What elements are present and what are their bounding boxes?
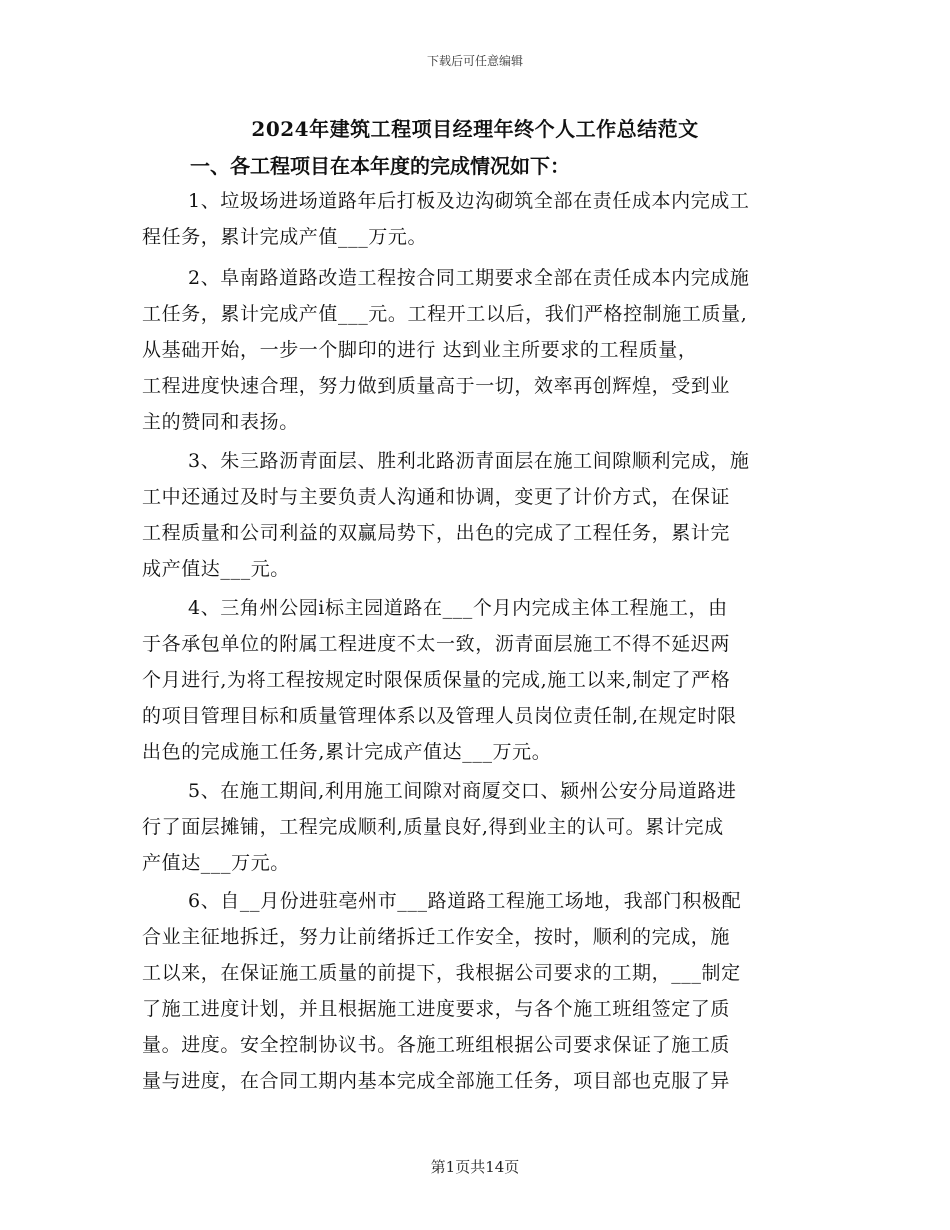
paragraph-line: 行了面层摊铺，工程完成顺利,质量良好,得到业主的认可。累计完成 [142, 816, 724, 838]
paragraph-line: 1、垃圾场进场道路年后打板及边沟砌筑全部在责任成本内完成工 [188, 190, 750, 212]
paragraph-1 [142, 183, 822, 255]
paragraph-line: 主的赞同和表扬。 [142, 411, 299, 433]
paragraph-4 [142, 590, 822, 770]
paragraph-line: 程任务，累计完成产值___万元。 [142, 226, 428, 248]
paragraph-2 [142, 260, 822, 440]
document-title: 2024年建筑工程项目经理年终个人工作总结范文 [251, 117, 699, 141]
paragraph-line: 量与进度，在合同工期内基本完成全部施工任务，项目部也克服了异 [142, 1070, 731, 1092]
paragraph-line: 4、三角州公园ⅰ标主园道路在___个月内完成主体工程施工，由 [188, 597, 728, 619]
paragraph-5 [142, 773, 822, 881]
paragraph-line: 合业主征地拆迁，努力让前绪拆迁工作安全，按时，顺利的完成，施 [142, 926, 731, 948]
paragraph-line: 工中还通过及时与主要负责人沟通和协调，变更了计价方式，在保证 [142, 486, 731, 508]
page-footer: 第1页共14页 [430, 1158, 520, 1176]
paragraph-line: 5、在施工期间,利用施工间隙对商厦交口、颍州公安分局道路进 [188, 780, 737, 802]
paragraph-line: 工任务，累计完成产值___元。工程开工以后，我们严格控制施工质量, [142, 303, 748, 325]
header-note: 下载后可任意编辑 [426, 54, 523, 68]
paragraph-3 [142, 443, 822, 587]
paragraph-line: 从基础开始，一步一个脚印的进行 达到业主所要求的工程质量， [142, 339, 698, 361]
paragraph-line: 工程质量和公司利益的双赢局势下，出色的完成了工程任务，累计完 [142, 522, 731, 544]
paragraph-line: 个月进行,为将工程按规定时限保质保量的完成,施工以来,制定了严格 [142, 669, 731, 691]
paragraph-line: 量。进度。安全控制协议书。各施工班组根据公司要求保证了施工质 [142, 1034, 731, 1056]
paragraph-line: 成产值达___元。 [142, 558, 290, 580]
paragraph-line: 工以来，在保证施工质量的前提下，我根据公司要求的工期，___制定 [142, 962, 741, 984]
paragraph-line: 产值达___万元。 [142, 852, 290, 874]
paragraph-line: 工程进度快速合理，努力做到质量高于一切，效率再创辉煌，受到业 [142, 375, 731, 397]
paragraph-line: 2、阜南路道路改造工程按合同工期要求全部在责任成本内完成施 [188, 267, 750, 289]
section-heading: 一、各工程项目在本年度的完成情况如下： [190, 154, 570, 178]
paragraph-line: 出色的完成施工任务,累计完成产值达___万元。 [142, 741, 552, 763]
paragraph-line: 了施工进度计划，并且根据施工进度要求，与各个施工班组签定了质 [142, 998, 731, 1020]
paragraph-line: 6、自__月份进驻亳州市___路道路工程施工场地，我部门积极配 [188, 890, 742, 912]
paragraph-6 [142, 883, 822, 1099]
paragraph-line: 于各承包单位的附属工程进度不太一致，沥青面层施工不得不延迟两 [142, 633, 731, 655]
paragraph-line: 的项目管理目标和质量管理体系以及管理人员岗位责任制,在规定时限 [142, 705, 737, 727]
paragraph-line: 3、朱三路沥青面层、胜利北路沥青面层在施工间隙顺利完成，施 [188, 450, 750, 472]
